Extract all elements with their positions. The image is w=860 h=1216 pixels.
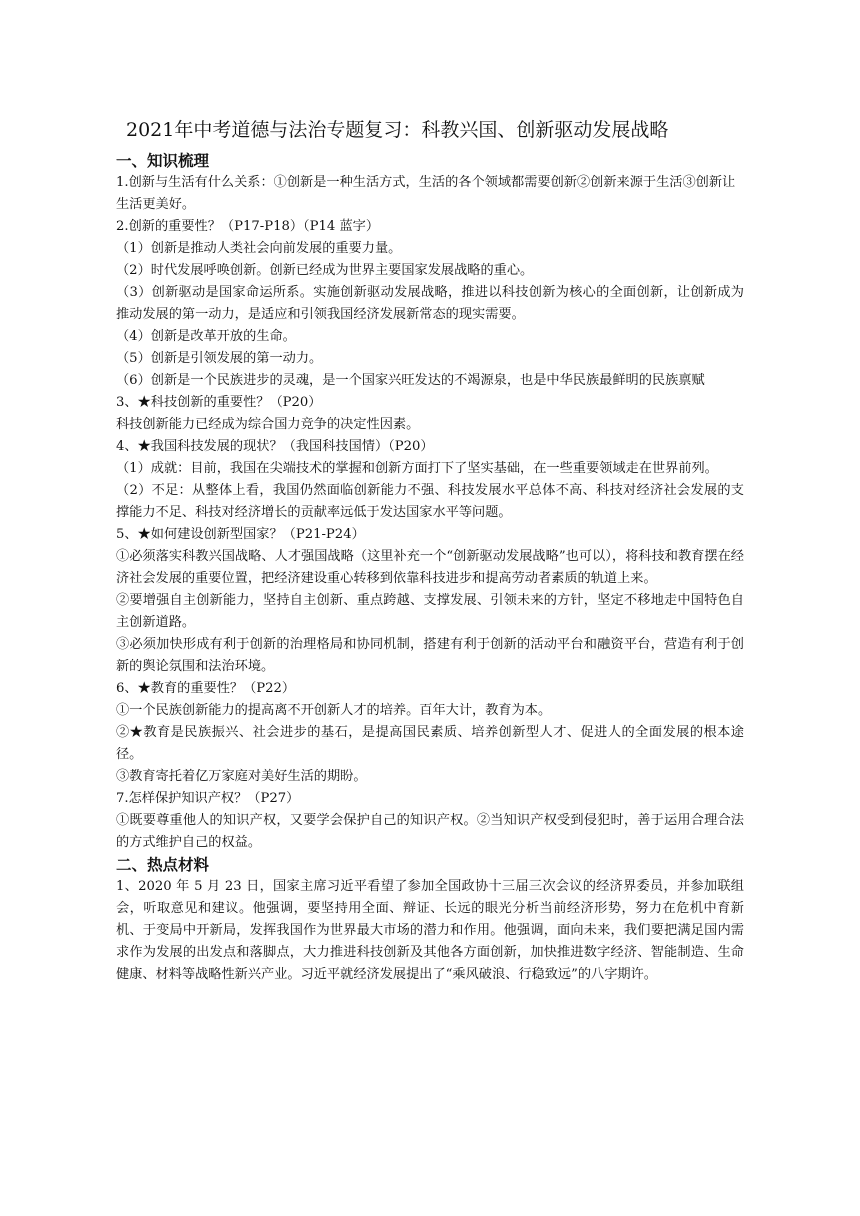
answer-paragraph: （1）创新是推动人类社会向前发展的重要力量。 <box>116 241 402 256</box>
answer-paragraph: （6）创新是一个民族进步的灵魂，是一个国家兴旺发达的不竭源泉，也是中华民族最鲜明的民族禀赋 <box>116 373 705 388</box>
document-title: 2021年中考道德与法治专题复习：科教兴国、创新驱动发展战略 <box>126 119 669 141</box>
answer-paragraph: ①一个民族创新能力的提高离不开创新人才的培养。百年大计，教育为本。 <box>116 703 552 718</box>
material-paragraph: 1、2020 年 5 月 23 日，国家主席习近平看望了参加全国政协十三届三次会议的经济界委员，并参加联组会，听取意见和建议。他强调，要坚持用全面、辩证、长远的眼光分析当前经济形势，努力在危机中育新机、于变局中开新局，发挥我国作为世界最大市场的潜力和作用。他强调，面向未来，我们要把满足国内需求作为发展的出发点和落脚点，大力推进科技创新及其他各方面创新，加快推进数字经济、智能制造、生命健康、材料等战略性新兴产业。习近平就经济发展提出了“乘风破浪、行稳致远”的八字期许。 <box>116 879 744 982</box>
document-page <box>116 116 744 986</box>
answer-paragraph: （5）创新是引领发展的第一动力。 <box>116 351 323 366</box>
question-1: 1.创新与生活有什么关系：①创新是一种生活方式，生活的各个领域都需要创新②创新来源于生活③创新让生活更美好。 <box>116 175 736 212</box>
answer-paragraph: ②要增强自主创新能力，坚持自主创新、重点跨越、支撑发展、引领未来的方针，坚定不移地走中国特色自主创新道路。 <box>116 593 744 630</box>
section-knowledge <box>116 150 744 854</box>
answer-paragraph: 科技创新能力已经成为综合国力竞争的决定性因素。 <box>116 417 420 432</box>
answer-paragraph: （1）成就：目前，我国在尖端技术的掌握和创新方面打下了坚实基础，在一些重要领域走在世界前列。 <box>116 461 718 476</box>
section-hot-topics <box>116 854 744 986</box>
question-7: 7.怎样保护知识产权？（P27） <box>116 791 300 806</box>
answer-paragraph: （4）创新是改革开放的生命。 <box>116 329 296 344</box>
answer-paragraph: （3）创新驱动是国家命运所系。实施创新驱动发展战略，推进以科技创新为核心的全面创新，让创新成为推动发展的第一动力，是适应和引领我国经济发展新常态的现实需要。 <box>116 285 744 322</box>
answer-paragraph: ③必须加快形成有利于创新的治理格局和协同机制，搭建有利于创新的活动平台和融资平台，营造有利于创新的舆论氛围和法治环境。 <box>116 637 744 674</box>
answer-paragraph: （2）时代发展呼唤创新。创新已经成为世界主要国家发展战略的重心。 <box>116 263 534 278</box>
question-2: 2.创新的重要性？（P17-P18）（P14 蓝字） <box>116 219 380 234</box>
question-6: 6、★教育的重要性？（P22） <box>116 681 296 696</box>
answer-paragraph: （2）不足：从整体上看，我国仍然面临创新能力不强、科技发展水平总体不高、科技对经济社会发展的支撑能力不足、科技对经济增长的贡献率远低于发达国家水平等问题。 <box>116 483 744 520</box>
answer-paragraph: ①既要尊重他人的知识产权，又要学会保护自己的知识产权。②当知识产权受到侵犯时，善于运用合理合法的方式维护自己的权益。 <box>116 813 744 850</box>
section-heading: 一、知识梳理 <box>116 151 210 170</box>
question-4: 4、★我国科技发展的现状？（我国科技国情）（P20） <box>116 439 434 454</box>
question-3: 3、★科技创新的重要性？（P20） <box>116 395 322 410</box>
answer-paragraph: ①必须落实科教兴国战略、人才强国战略（这里补充一个“创新驱动发展战略”也可以），将科技和教育摆在经济社会发展的重要位置，把经济建设重心转移到依靠科技进步和提高劳动者素质的轨道上来。 <box>116 549 744 586</box>
question-5: 5、★如何建设创新型国家？（P21-P24） <box>116 527 365 542</box>
section-heading: 二、热点材料 <box>116 855 210 874</box>
answer-paragraph: ②★教育是民族振兴、社会进步的基石，是提高国民素质、培养创新型人才、促进人的全面发展的根本途径。 <box>116 725 744 762</box>
answer-paragraph: ③教育寄托着亿万家庭对美好生活的期盼。 <box>116 769 367 784</box>
